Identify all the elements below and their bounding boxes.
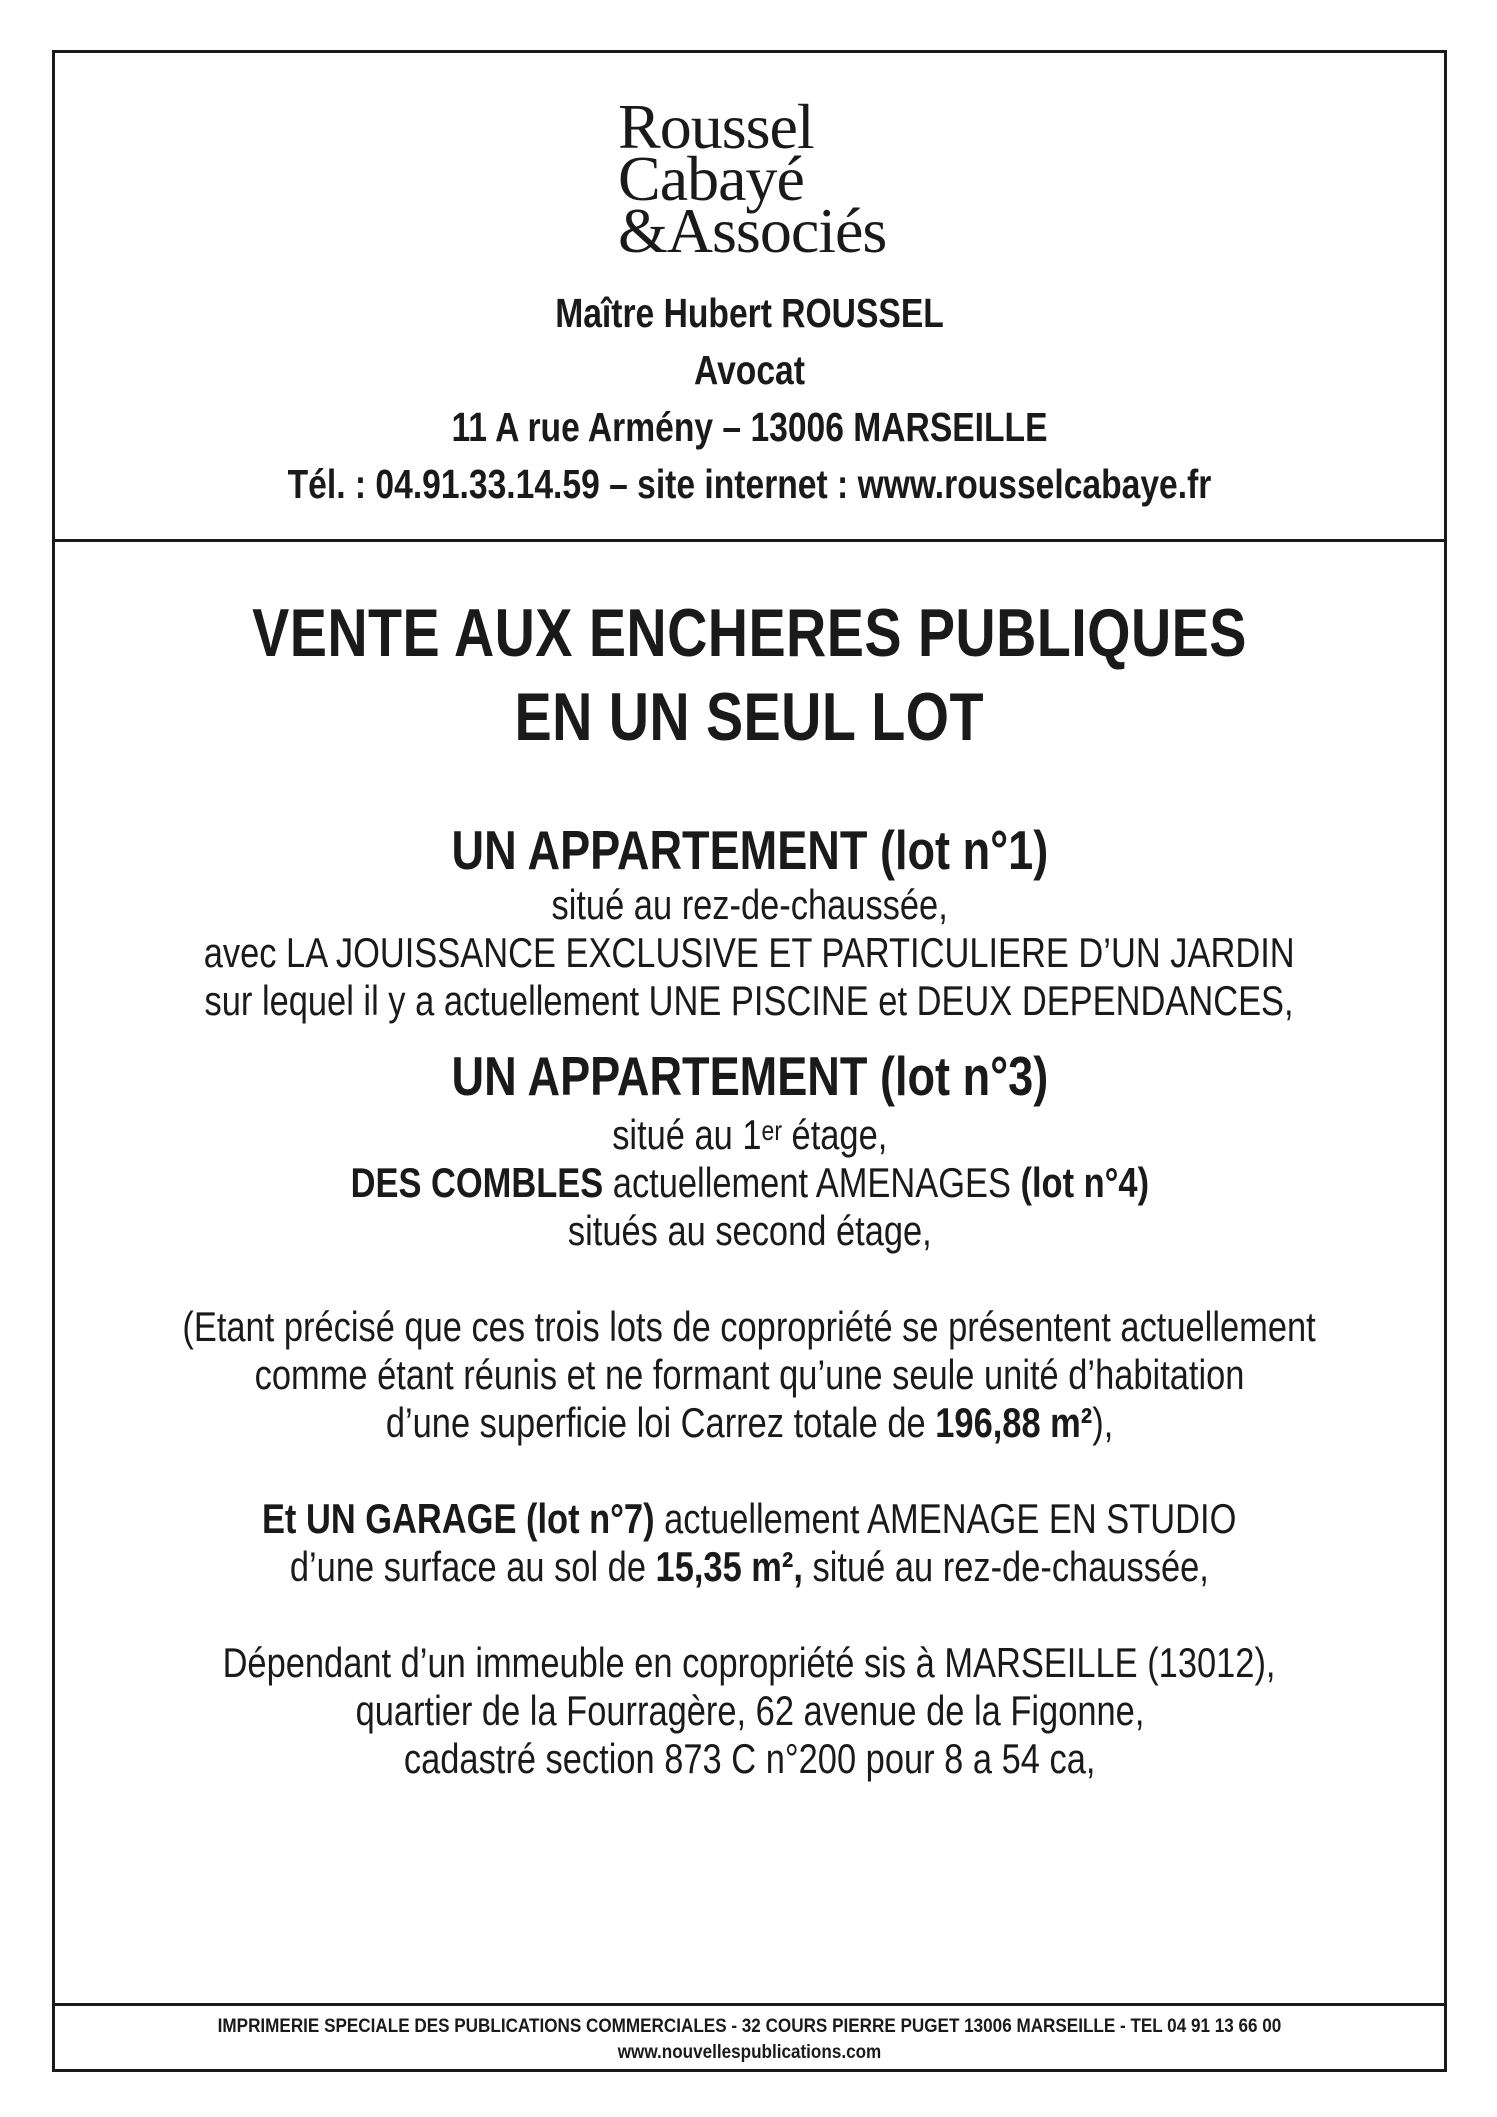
title-line-2: EN UN SEUL LOT [514, 679, 985, 755]
logo-line-1: Roussel [618, 91, 814, 162]
logo-line-2: Cabayé [618, 143, 804, 214]
garage-surface-value: 15,35 m², [655, 1543, 804, 1590]
building-line-1: Dépendant d’un immeuble en copropriété sis à MARSEILLE (13012), [223, 1639, 1276, 1686]
lawyer-address: 11 A rue Armény – 13006 MARSEILLE [451, 404, 1048, 450]
document-frame [52, 50, 1447, 2072]
lot-4-section [55, 1159, 1444, 1255]
sale-notice [55, 545, 1444, 1783]
note-surface-value: 196,88 m² [935, 1399, 1093, 1446]
lot-3-floor-sup: er [761, 1115, 782, 1146]
lot-4-line-1 [350, 1159, 1148, 1207]
note-line-2: comme étant réunis et ne formant qu’une seule unité d’habitation [254, 1351, 1245, 1398]
note-close: ), [1092, 1399, 1114, 1446]
garage-surface-label: d’une surface au sol de [290, 1543, 656, 1590]
lot-1-line-2: avec LA JOUISSANCE EXCLUSIVE ET PARTICULIERE D’UN JARDIN [204, 929, 1295, 976]
notice-title [55, 591, 1444, 759]
logo-line-3: &Associés [618, 195, 887, 266]
lawyer-details [55, 285, 1444, 513]
lawyer-role: Avocat [694, 347, 805, 393]
printer-website: www.nouvellespublications.com [617, 2042, 882, 2063]
lot-3-section [55, 1045, 1444, 1159]
lawyer-contact: Tél. : 04.91.33.14.59 – site internet : www.rousselcabaye.fr [287, 461, 1212, 507]
lot-3-line-1 [612, 1111, 887, 1159]
garage-desc: actuellement AMENAGE EN STUDIO [654, 1495, 1237, 1542]
garage-location: situé au rez-de-chaussée, [803, 1543, 1209, 1590]
garage-line-2 [290, 1543, 1209, 1591]
letterhead [55, 53, 1444, 542]
building-section [55, 1639, 1444, 1783]
lot-4-line-2: situés au second étage, [567, 1207, 932, 1254]
lot-1-heading: UN APPARTEMENT (lot n°1) [451, 819, 1048, 881]
note-section [55, 1303, 1444, 1447]
lot-3-floor-text: situé au 1 [611, 1111, 762, 1158]
lot-3-heading: UN APPARTEMENT (lot n°3) [451, 1045, 1048, 1107]
lawyer-name: Maître Hubert ROUSSEL [555, 290, 944, 336]
garage-line-1 [262, 1495, 1236, 1543]
title-line-1: VENTE AUX ENCHERES PUBLIQUES [252, 595, 1247, 671]
note-line-1: (Etant précisé que ces trois lots de copropriété se présentent actuellement [182, 1303, 1317, 1350]
garage-heading: Et UN GARAGE (lot n°7) [262, 1495, 655, 1542]
printer-footer [55, 2003, 1444, 2069]
lot-1-line-3: sur lequel il y a actuellement UNE PISCINE et DEUX DEPENDANCES, [204, 977, 1295, 1024]
note-line-3 [386, 1399, 1113, 1447]
lot-1-section [55, 819, 1444, 1025]
lot-1-line-1: situé au rez-de-chaussée, [551, 881, 948, 928]
printer-line: IMPRIMERIE SPECIALE DES PUBLICATIONS COMMERCIALES - 32 COURS PIERRE PUGET 13006 MARSEILLE - TEL 04 91 13 66 00 [217, 2016, 1282, 2037]
lot-4-combles: DES COMBLES [350, 1159, 603, 1206]
lot-4-ref: (lot n°4) [1020, 1159, 1149, 1206]
firm-logo [618, 91, 1018, 266]
lot-3-floor-suffix: étage, [781, 1111, 888, 1158]
building-line-3: cadastré section 873 C n°200 pour 8 a 54 ca, [403, 1735, 1096, 1782]
building-line-2: quartier de la Fourragère, 62 avenue de la Figonne, [355, 1687, 1144, 1734]
lot-4-mid: actuellement AMENAGES [602, 1159, 1021, 1206]
garage-section [55, 1495, 1444, 1591]
note-surface-label: d’une superficie loi Carrez totale de [385, 1399, 936, 1446]
